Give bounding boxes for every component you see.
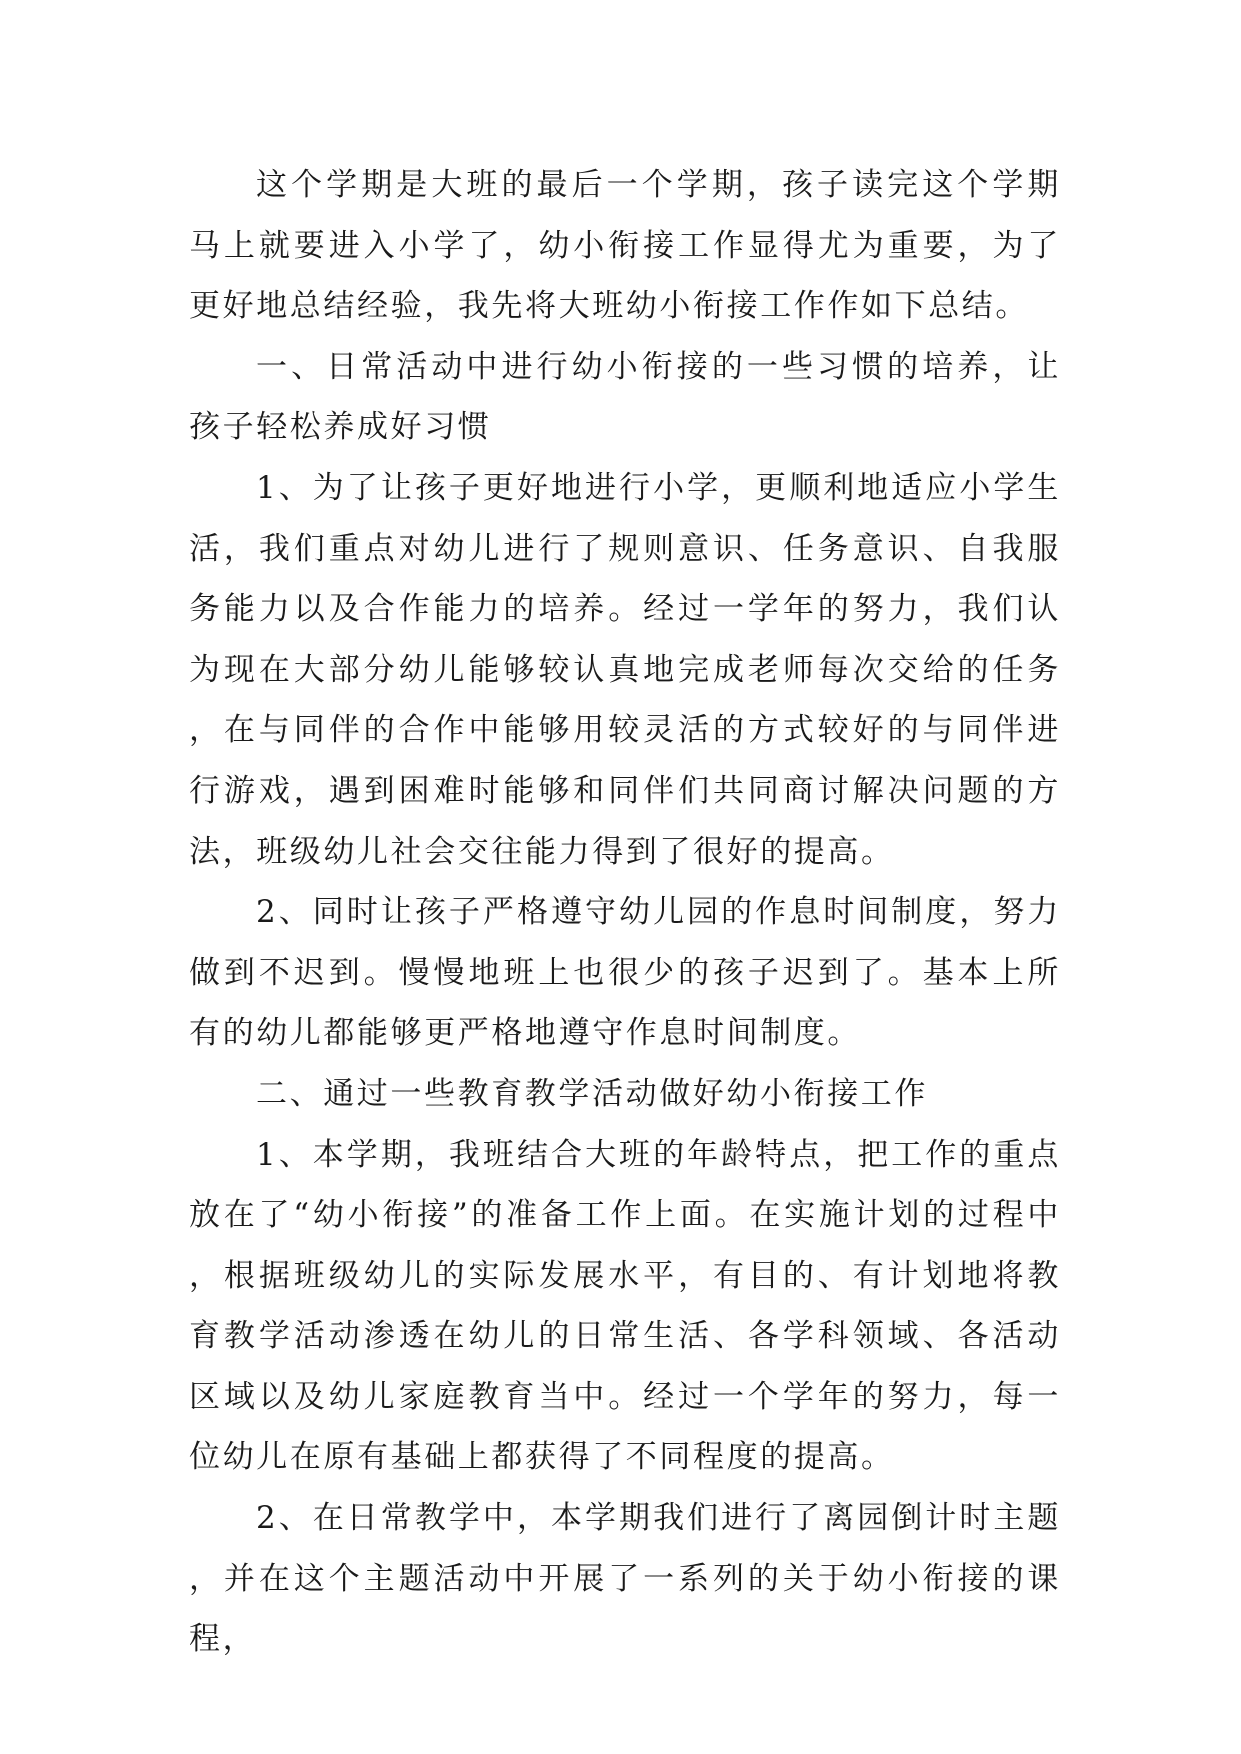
paragraph-1-1: 1、为了让孩子更好地进行小学，更顺利地适应小学生活，我们重点对幼儿进行了规则意识、任务意识、自我服务能力以及合作能力的培养。经过一学年的努力，我们认为现在大部分幼儿能够较认真地完成老师每次交给的任务，在与同伴的合作中能够用较灵活的方式较好的与同伴进行游戏，遇到困难时能够和同伴们共同商讨解决问题的方法，班级幼儿社会交往能力得到了很好的提高。 (189, 469, 1061, 870)
section-heading-1: 一、日常活动中进行幼小衔接的一些习惯的培养，让孩子轻松养成好习惯 (189, 348, 1061, 446)
document-body (189, 155, 1061, 1670)
section-heading-2: 二、通过一些教育教学活动做好幼小衔接工作 (256, 1075, 928, 1112)
paragraph-intro: 这个学期是大班的最后一个学期，孩子读完这个学期马上就要进入小学了，幼小衔接工作显得尤为重要，为了更好地总结经验，我先将大班幼小衔接工作作如下总结。 (189, 167, 1061, 325)
paragraph-2-1: 1、本学期，我班结合大班的年龄特点，把工作的重点放在了“幼小衔接”的准备工作上面。在实施计划的过程中，根据班级幼儿的实际发展水平，有目的、有计划地将教育教学活动渗透在幼儿的日常生活、各学科领域、各活动区域以及幼儿家庭教育当中。经过一个学年的努力，每一位幼儿在原有基础上都获得了不同程度的提高。 (189, 1136, 1061, 1476)
paragraph-1-2: 2、同时让孩子严格遵守幼儿园的作息时间制度，努力做到不迟到。慢慢地班上也很少的孩子迟到了。基本上所有的幼儿都能够更严格地遵守作息时间制度。 (189, 894, 1061, 1052)
paragraph-2-2: 2、在日常教学中，本学期我们进行了离园倒计时主题，并在这个主题活动中开展了一系列的关于幼小衔接的课程， (189, 1500, 1061, 1658)
